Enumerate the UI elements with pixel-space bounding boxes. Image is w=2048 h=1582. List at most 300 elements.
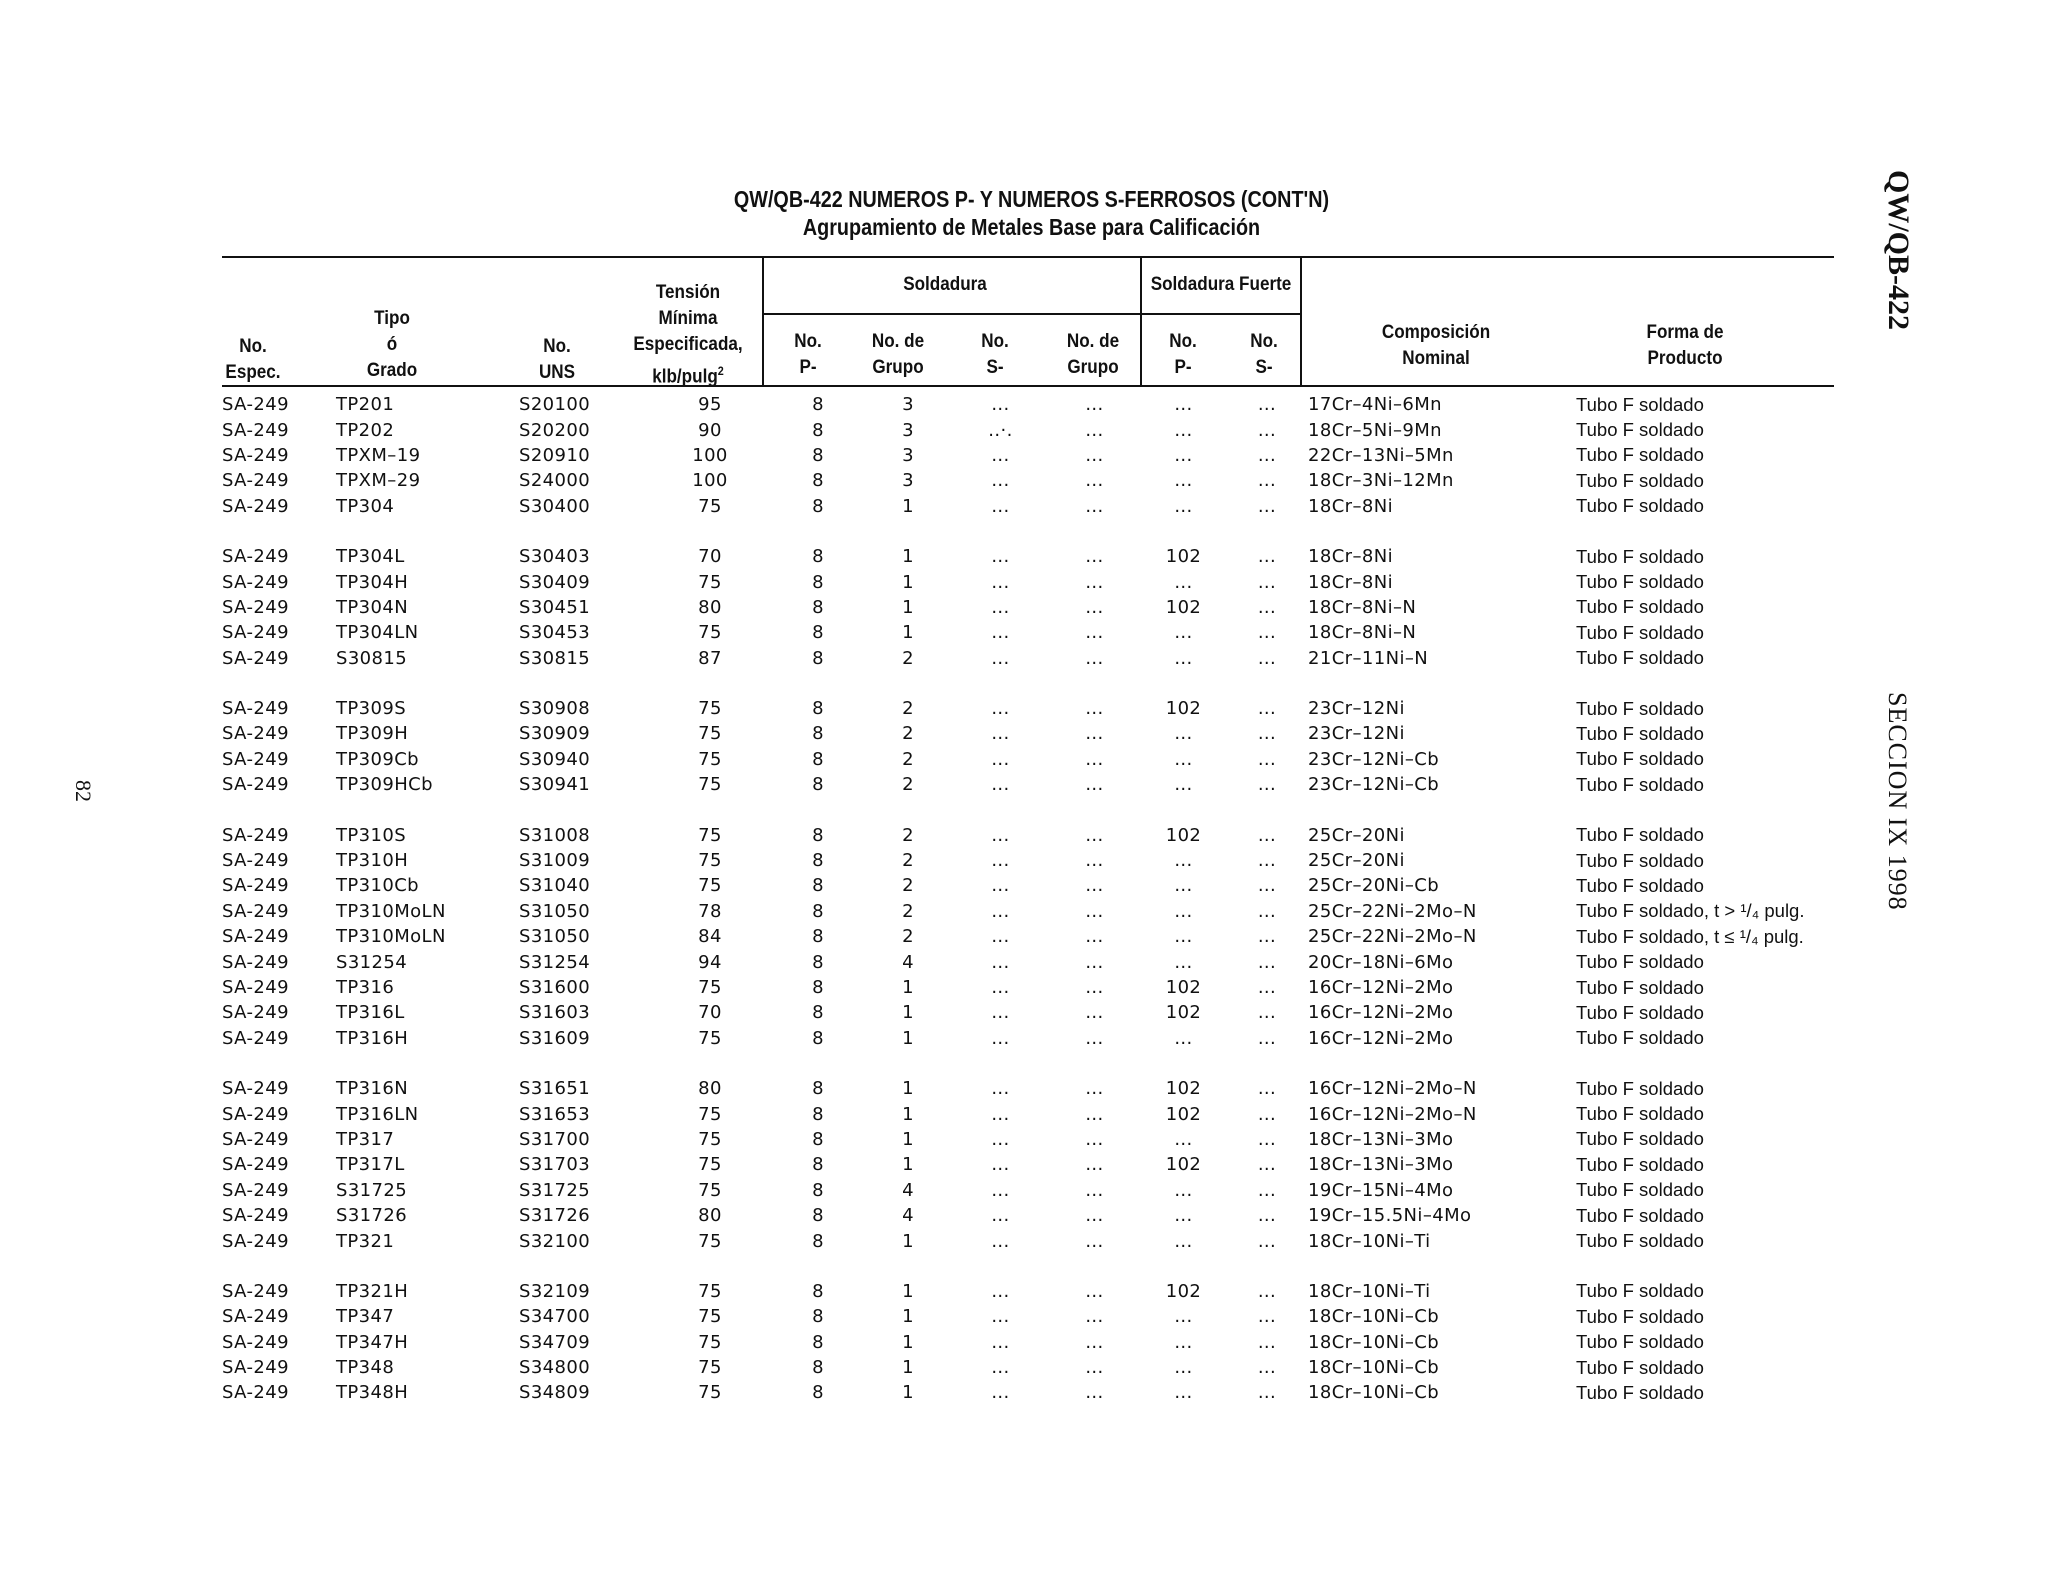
cell-grp: 3 xyxy=(902,394,914,416)
cell-grp: 3 xyxy=(902,419,914,441)
cell-p: 8 xyxy=(812,1357,824,1379)
cell-comp: 18Cr–8Ni–N xyxy=(1308,622,1417,644)
cell-spec: SA-249 xyxy=(222,1280,289,1302)
table-row xyxy=(222,848,1836,873)
cell-uns: S31653 xyxy=(519,1103,591,1125)
cell-comp: 23Cr–12Ni–Cb xyxy=(1308,774,1440,796)
cell-spec: SA-249 xyxy=(222,824,289,846)
cell-comp: 18Cr–13Ni–3Mo xyxy=(1308,1128,1454,1150)
table-row xyxy=(222,1178,1836,1203)
cell-s: ... xyxy=(991,1205,1010,1227)
cell-bs: ... xyxy=(1257,1179,1277,1201)
cell-sg: ... xyxy=(1085,1002,1104,1024)
cell-tensile: 75 xyxy=(698,723,722,745)
cell-uns: S30815 xyxy=(519,647,591,669)
data-table xyxy=(222,392,1836,1406)
side-section-title: SECCION IX 1998 xyxy=(1883,692,1912,911)
cell-s: ... xyxy=(991,546,1010,568)
cell-s: ... xyxy=(991,622,1010,644)
table-row xyxy=(222,417,1836,442)
cell-comp: 18Cr–8Ni xyxy=(1308,495,1393,517)
cell-spec: SA-249 xyxy=(222,1103,289,1125)
cell-p: 8 xyxy=(812,824,824,846)
cell-grp: 1 xyxy=(902,1128,914,1150)
cell-p: 8 xyxy=(812,723,824,745)
cell-spec: SA-249 xyxy=(222,1027,289,1049)
cell-uns: S31726 xyxy=(519,1205,591,1227)
cell-s: ... xyxy=(991,647,1010,669)
cell-grade: TPXM–29 xyxy=(336,470,421,492)
cell-p: 8 xyxy=(812,900,824,922)
cell-s: ... xyxy=(991,774,1010,796)
cell-form: Tubo F soldado xyxy=(1576,647,1704,669)
cell-grp: 4 xyxy=(902,951,914,973)
cell-tensile: 87 xyxy=(698,647,722,669)
cell-spec: SA-249 xyxy=(222,951,289,973)
cell-grp: 3 xyxy=(902,470,914,492)
cell-comp: 20Cr–18Ni–6Mo xyxy=(1308,951,1454,973)
cell-grade: TPXM–19 xyxy=(336,444,421,466)
cell-tensile: 80 xyxy=(698,596,722,618)
cell-spec: SA-249 xyxy=(222,444,289,466)
cell-grp: 1 xyxy=(902,1357,914,1379)
cell-spec: SA-249 xyxy=(222,1179,289,1201)
cell-bp: ... xyxy=(1174,470,1193,492)
cell-p: 8 xyxy=(812,977,824,998)
cell-spec: SA-249 xyxy=(222,1128,289,1150)
header-tipo-grado: Tipo ó Grado xyxy=(366,308,418,381)
cell-grade: TP321H xyxy=(336,1280,409,1302)
cell-sg: ... xyxy=(1085,1027,1104,1049)
cell-sg: ... xyxy=(1085,596,1104,618)
cell-grp: 1 xyxy=(902,571,914,593)
cell-grade: TP347H xyxy=(336,1331,409,1353)
cell-grp: 1 xyxy=(902,546,914,568)
cell-form: Tubo F soldado xyxy=(1576,1001,1704,1023)
cell-grade: S31725 xyxy=(336,1179,408,1201)
cell-sg: ... xyxy=(1085,1128,1104,1150)
cell-comp: 25Cr–20Ni xyxy=(1308,850,1405,872)
cell-grade: TP304H xyxy=(336,571,409,593)
cell-bs: ... xyxy=(1257,546,1277,568)
table-row xyxy=(222,924,1836,949)
cell-bp: ... xyxy=(1174,900,1193,922)
table-row xyxy=(222,646,1836,671)
cell-grp: 3 xyxy=(902,444,914,466)
cell-bp: ... xyxy=(1174,1306,1193,1328)
cell-tensile: 90 xyxy=(698,419,722,441)
cell-bs: ... xyxy=(1257,647,1277,669)
cell-tensile: 75 xyxy=(698,1382,722,1404)
table-row xyxy=(222,1203,1836,1228)
cell-comp: 17Cr–4Ni–6Mn xyxy=(1308,394,1442,416)
cell-grp: 1 xyxy=(902,495,914,517)
cell-grp: 1 xyxy=(902,1382,914,1404)
cell-comp: 18Cr–5Ni–9Mn xyxy=(1308,419,1442,441)
cell-bp: ... xyxy=(1174,419,1193,441)
header-forma: Forma de Producto xyxy=(1646,322,1724,369)
table-row xyxy=(222,772,1836,797)
table-row xyxy=(222,721,1836,746)
cell-form: Tubo F soldado xyxy=(1576,419,1704,441)
cell-spec: SA-249 xyxy=(222,748,289,770)
cell-bs: ... xyxy=(1257,1382,1277,1404)
cell-bp: ... xyxy=(1174,622,1193,644)
cell-s: ... xyxy=(991,470,1010,492)
cell-bp: ... xyxy=(1174,723,1193,745)
cell-uns: S34700 xyxy=(519,1306,591,1328)
cell-uns: S30941 xyxy=(519,774,591,796)
cell-uns: S31600 xyxy=(519,977,591,998)
cell-comp: 23Cr–12Ni–Cb xyxy=(1308,748,1440,770)
cell-grade: TP317L xyxy=(336,1154,405,1176)
cell-grade: TP309H xyxy=(336,723,409,745)
cell-bs: ... xyxy=(1257,977,1277,998)
cell-uns: S31050 xyxy=(519,926,591,948)
cell-grp: 2 xyxy=(902,698,914,720)
cell-grade: TP310S xyxy=(336,824,407,846)
header-grupo: No. de Grupo xyxy=(871,331,925,378)
cell-grp: 2 xyxy=(902,875,914,897)
table-row xyxy=(222,1000,1836,1025)
cell-tensile: 75 xyxy=(698,774,722,796)
cell-spec: SA-249 xyxy=(222,1230,289,1252)
cell-grade: TP316H xyxy=(336,1027,409,1049)
cell-grp: 1 xyxy=(902,1306,914,1328)
cell-spec: SA-249 xyxy=(222,723,289,745)
cell-bs: ... xyxy=(1257,774,1277,796)
cell-sg: ... xyxy=(1085,977,1104,998)
cell-spec: SA-249 xyxy=(222,1306,289,1328)
cell-spec: SA-249 xyxy=(222,1331,289,1353)
brazing-right-rule xyxy=(1300,256,1302,387)
table-row xyxy=(222,494,1836,519)
cell-p: 8 xyxy=(812,1154,824,1176)
cell-tensile: 75 xyxy=(698,495,722,517)
cell-grade: TP310MoLN xyxy=(336,926,446,948)
cell-sg: ... xyxy=(1085,774,1104,796)
cell-comp: 16Cr–12Ni–2Mo–N xyxy=(1308,1078,1477,1100)
cell-uns: S31603 xyxy=(519,1002,591,1024)
cell-sg: ... xyxy=(1085,748,1104,770)
cell-tensile: 100 xyxy=(692,444,728,466)
cell-tensile: 75 xyxy=(698,1230,722,1252)
cell-grp: 1 xyxy=(902,1103,914,1125)
cell-sg: ... xyxy=(1085,571,1104,593)
cell-grp: 2 xyxy=(902,926,914,948)
cell-form: Tubo F soldado xyxy=(1576,1027,1704,1049)
cell-s: ... xyxy=(991,977,1010,998)
cell-spec: SA-249 xyxy=(222,977,289,998)
group-separator xyxy=(222,519,1836,544)
cell-tensile: 70 xyxy=(698,1002,722,1024)
cell-bs: ... xyxy=(1257,875,1277,897)
cell-bp: ... xyxy=(1174,926,1193,948)
cell-form: Tubo F soldado xyxy=(1576,1204,1704,1226)
cell-bs: ... xyxy=(1257,1078,1277,1100)
cell-p: 8 xyxy=(812,622,824,644)
cell-comp: 25Cr–20Ni–Cb xyxy=(1308,875,1440,897)
cell-tensile: 75 xyxy=(698,571,722,593)
cell-grade: TP316N xyxy=(336,1078,409,1100)
cell-bp: ... xyxy=(1174,444,1193,466)
cell-grp: 2 xyxy=(902,850,914,872)
cell-sg: ... xyxy=(1085,622,1104,644)
cell-form: Tubo F soldado xyxy=(1576,951,1704,973)
cell-grp: 2 xyxy=(902,748,914,770)
cell-p: 8 xyxy=(812,1331,824,1353)
cell-s: ... xyxy=(991,824,1010,846)
cell-spec: SA-249 xyxy=(222,596,289,618)
cell-form: Tubo F soldado xyxy=(1576,976,1704,998)
cell-grade: TP304N xyxy=(336,596,409,618)
table-row xyxy=(222,1076,1836,1101)
cell-bs: ... xyxy=(1257,1002,1277,1024)
cell-comp: 16Cr–12Ni–2Mo–N xyxy=(1308,1103,1477,1125)
cell-bs: ... xyxy=(1257,1357,1277,1379)
cell-uns: S34809 xyxy=(519,1382,591,1404)
cell-sg: ... xyxy=(1085,1179,1104,1201)
cell-comp: 18Cr–10Ni–Cb xyxy=(1308,1306,1440,1328)
table-row xyxy=(222,569,1836,594)
cell-form: Tubo F soldado xyxy=(1576,571,1704,593)
cell-bs: ... xyxy=(1257,1306,1277,1328)
cell-s: ... xyxy=(991,723,1010,745)
cell-spec: SA-249 xyxy=(222,1357,289,1379)
cell-spec: SA-249 xyxy=(222,546,289,568)
cell-form: Tubo F soldado xyxy=(1576,495,1704,517)
cell-tensile: 84 xyxy=(698,926,722,948)
cell-bp: ... xyxy=(1174,495,1193,517)
cell-s: ... xyxy=(991,1128,1010,1150)
cell-bp: ... xyxy=(1174,774,1193,796)
cell-p: 8 xyxy=(812,596,824,618)
cell-p: 8 xyxy=(812,1205,824,1227)
cell-bs: ... xyxy=(1257,850,1277,872)
header-soldadura: Soldadura xyxy=(903,274,987,295)
table-row xyxy=(222,899,1836,924)
cell-sg: ... xyxy=(1085,419,1104,441)
cell-uns: S24000 xyxy=(519,470,591,492)
page-number: 82 xyxy=(71,780,96,802)
cell-bs: ... xyxy=(1257,1331,1277,1353)
cell-p: 8 xyxy=(812,951,824,973)
cell-form: Tubo F soldado xyxy=(1576,773,1704,795)
cell-p: 8 xyxy=(812,1027,824,1049)
group-separator xyxy=(222,797,1836,822)
cell-uns: S20910 xyxy=(519,444,591,466)
cell-sg: ... xyxy=(1085,1306,1104,1328)
header-no-uns: No. UNS xyxy=(538,336,576,383)
cell-form: Tubo F soldado xyxy=(1576,621,1704,643)
cell-bp: ... xyxy=(1174,1230,1193,1252)
cell-p: 8 xyxy=(812,1078,824,1100)
cell-uns: S34709 xyxy=(519,1331,591,1353)
cell-tensile: 94 xyxy=(698,951,722,973)
cell-tensile: 75 xyxy=(698,698,722,720)
cell-p: 8 xyxy=(812,1230,824,1252)
cell-s: ... xyxy=(991,1382,1010,1404)
table-row xyxy=(222,975,1836,1000)
header-no-espec: No. Espec. xyxy=(225,336,281,383)
cell-sg: ... xyxy=(1085,824,1104,846)
table-row xyxy=(222,544,1836,569)
cell-sg: ... xyxy=(1085,926,1104,948)
cell-bs: ... xyxy=(1257,394,1277,416)
cell-tensile: 75 xyxy=(698,1128,722,1150)
cell-sg: ... xyxy=(1085,875,1104,897)
table-row xyxy=(222,392,1836,417)
cell-comp: 16Cr–12Ni–2Mo xyxy=(1308,1002,1454,1024)
cell-grade: S30815 xyxy=(336,647,408,669)
cell-grade: S31726 xyxy=(336,1205,408,1227)
cell-bp: ... xyxy=(1174,1179,1193,1201)
cell-grade: TP317 xyxy=(336,1128,395,1150)
cell-bs: ... xyxy=(1257,698,1277,720)
cell-tensile: 75 xyxy=(698,1154,722,1176)
cell-grade: TP316 xyxy=(336,977,395,998)
cell-spec: SA-249 xyxy=(222,470,289,492)
cell-grade: TP201 xyxy=(336,394,395,416)
cell-bs: ... xyxy=(1257,723,1277,745)
cell-sg: ... xyxy=(1085,1331,1104,1353)
cell-grp: 1 xyxy=(902,1154,914,1176)
cell-grade: TP309S xyxy=(336,698,407,720)
cell-bp: ... xyxy=(1174,1205,1193,1227)
table-row xyxy=(222,696,1836,721)
cell-bp: ... xyxy=(1174,394,1193,416)
cell-tensile: 70 xyxy=(698,546,722,568)
cell-form: Tubo F soldado xyxy=(1576,722,1704,744)
cell-s: ... xyxy=(991,571,1010,593)
cell-tensile: 75 xyxy=(698,977,722,998)
cell-s: ... xyxy=(991,1103,1010,1125)
cell-bp: 102 xyxy=(1165,1078,1202,1100)
cell-bs: ... xyxy=(1257,1154,1277,1176)
cell-grade: TP304 xyxy=(336,495,395,517)
header-brazing-p-no: No. P- xyxy=(1169,331,1197,378)
cell-sg: ... xyxy=(1085,1280,1104,1302)
cell-form: Tubo F soldado, t ≤ ¹/₄ pulg. xyxy=(1576,925,1804,947)
table-row xyxy=(222,620,1836,645)
cell-form: Tubo F soldado xyxy=(1576,545,1704,567)
cell-form: Tubo F soldado, t > ¹/₄ pulg. xyxy=(1576,900,1805,922)
cell-tensile: 80 xyxy=(698,1205,722,1227)
cell-comp: 19Cr–15Ni–4Mo xyxy=(1308,1179,1454,1201)
cell-spec: SA-249 xyxy=(222,774,289,796)
cell-bs: ... xyxy=(1257,1205,1277,1227)
cell-grade: TP348H xyxy=(336,1382,409,1404)
cell-grade: TP310H xyxy=(336,850,409,872)
cell-grp: 1 xyxy=(902,622,914,644)
cell-s: ... xyxy=(991,1230,1010,1252)
cell-uns: S31008 xyxy=(519,824,591,846)
cell-grade: TP321 xyxy=(336,1230,395,1252)
cell-p: 8 xyxy=(812,495,824,517)
cell-comp: 21Cr–11Ni–N xyxy=(1308,647,1429,669)
cell-grp: 2 xyxy=(902,900,914,922)
cell-comp: 25Cr–20Ni xyxy=(1308,824,1405,846)
cell-s: ... xyxy=(991,900,1010,922)
table-row xyxy=(222,1152,1836,1177)
cell-spec: SA-249 xyxy=(222,647,289,669)
header-brazing-s-no: No. S- xyxy=(1250,331,1278,378)
cell-sg: ... xyxy=(1085,1230,1104,1252)
cell-uns: S30908 xyxy=(519,698,591,720)
cell-bp: ... xyxy=(1174,951,1193,973)
cell-comp: 18Cr–3Ni–12Mn xyxy=(1308,470,1454,492)
cell-form: Tubo F soldado xyxy=(1576,748,1704,770)
cell-bs: ... xyxy=(1257,1027,1277,1049)
cell-bp: ... xyxy=(1174,1331,1193,1353)
cell-comp: 19Cr–15.5Ni–4Mo xyxy=(1308,1205,1472,1227)
table-row xyxy=(222,1026,1836,1051)
cell-p: 8 xyxy=(812,470,824,492)
cell-tensile: 95 xyxy=(698,394,722,416)
cell-spec: SA-249 xyxy=(222,419,289,441)
cell-form: Tubo F soldado xyxy=(1576,1179,1704,1201)
cell-bs: ... xyxy=(1257,1103,1277,1125)
cell-s: ... xyxy=(991,394,1010,416)
cell-sg: ... xyxy=(1085,850,1104,872)
cell-bs: ... xyxy=(1257,824,1277,846)
cell-p: 8 xyxy=(812,394,824,416)
cell-bp: 102 xyxy=(1165,1154,1202,1176)
table-row xyxy=(222,1228,1836,1253)
cell-grp: 2 xyxy=(902,723,914,745)
cell-uns: S30400 xyxy=(519,495,591,517)
cell-comp: 23Cr–12Ni xyxy=(1308,723,1405,745)
cell-sg: ... xyxy=(1085,1382,1104,1404)
cell-sg: ... xyxy=(1085,723,1104,745)
cell-grp: 2 xyxy=(902,647,914,669)
table-row xyxy=(222,1101,1836,1126)
cell-grade: TP310MoLN xyxy=(336,900,446,922)
cell-grp: 1 xyxy=(902,1230,914,1252)
table-row xyxy=(222,1355,1836,1380)
cell-bs: ... xyxy=(1257,622,1277,644)
cell-tensile: 80 xyxy=(698,1078,722,1100)
table-title: QW/QB-422 NUMEROS P- Y NUMEROS S-FERROSOS (CONT'N) xyxy=(733,186,1330,212)
cell-tensile: 75 xyxy=(698,1027,722,1049)
cell-p: 8 xyxy=(812,546,824,568)
cell-spec: SA-249 xyxy=(222,622,289,644)
table-row xyxy=(222,873,1836,898)
table-row xyxy=(222,468,1836,493)
cell-tensile: 75 xyxy=(698,1306,722,1328)
table-row xyxy=(222,1330,1836,1355)
cell-comp: 25Cr–22Ni–2Mo–N xyxy=(1308,900,1477,922)
cell-s: ... xyxy=(991,444,1010,466)
cell-grade: TP202 xyxy=(336,419,395,441)
cell-form: Tubo F soldado xyxy=(1576,1280,1704,1302)
cell-grade: TP347 xyxy=(336,1306,395,1328)
cell-uns: S32109 xyxy=(519,1280,591,1302)
cell-spec: SA-249 xyxy=(222,1205,289,1227)
cell-p: 8 xyxy=(812,647,824,669)
cell-bp: ... xyxy=(1174,1027,1193,1049)
cell-bs: ... xyxy=(1257,470,1277,492)
cell-uns: S31040 xyxy=(519,875,591,897)
cell-form: Tubo F soldado xyxy=(1576,393,1704,415)
cell-bs: ... xyxy=(1257,926,1277,948)
cell-bp: ... xyxy=(1174,1357,1193,1379)
table-row xyxy=(222,1304,1836,1329)
cell-grade: TP316L xyxy=(336,1002,405,1024)
cell-spec: SA-249 xyxy=(222,875,289,897)
separator-cell xyxy=(222,671,1836,696)
cell-uns: S20200 xyxy=(519,419,591,441)
